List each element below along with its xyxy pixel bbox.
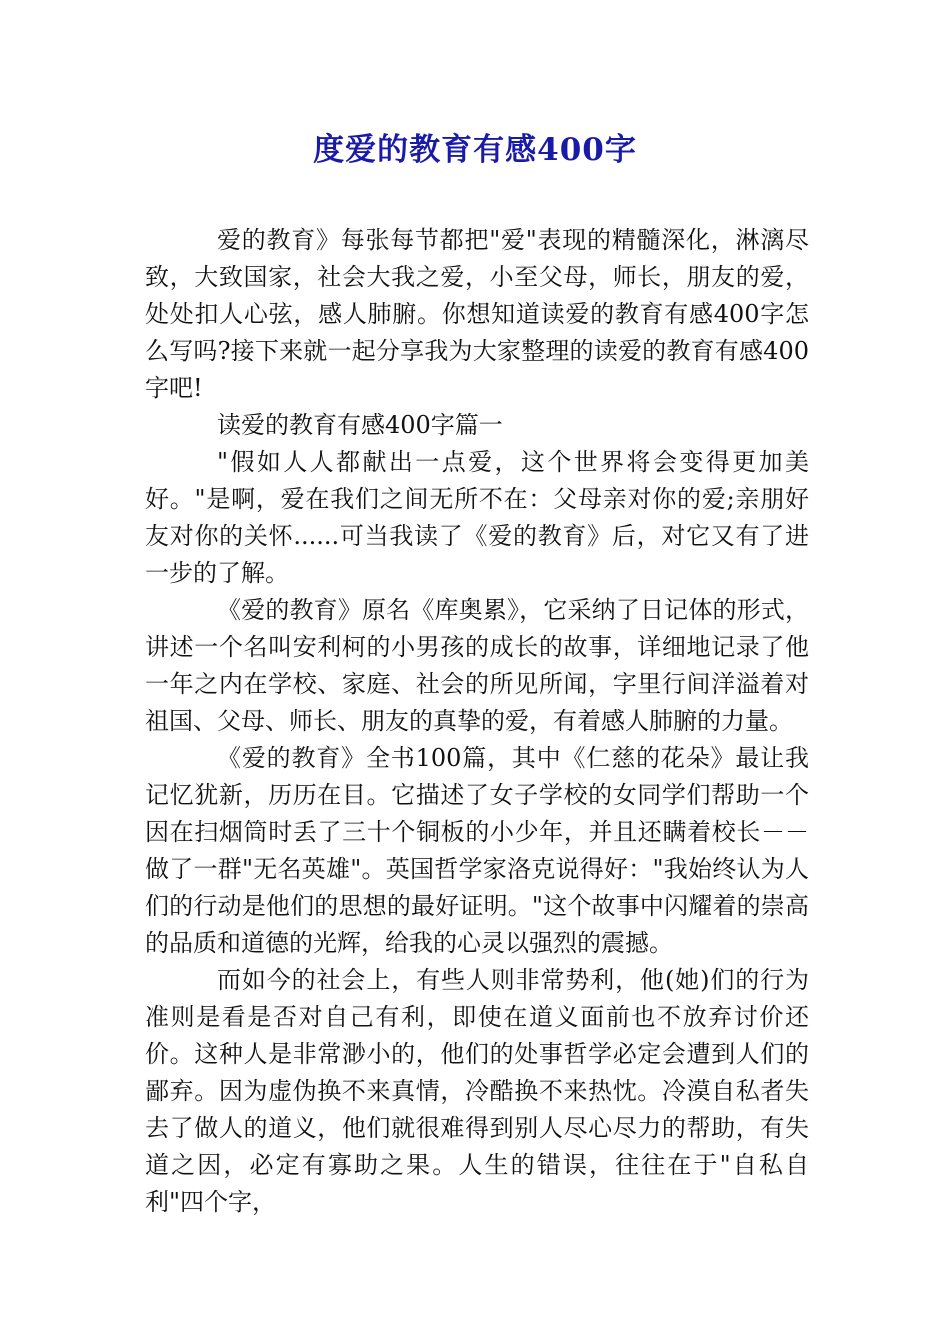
paragraph: 而如今的社会上，有些人则非常势利，他(她)们的行为准则是看是否对自己有利，即使在道义面前也不放弃讨价还价。这种人是非常渺小的，他们的处事哲学必定会遭到人们的鄙弃。因为虚伪换不来真情，冷酷换不来热忱。冷漠自私者失去了做人的道义，他们就很难得到别人尽心尽力的帮助，有失道之因，必定有寡助之果。人生的错误，往往在于"自私自利"四个字，	[145, 966, 809, 1216]
section-heading: 读爱的教育有感400字篇一	[217, 411, 503, 439]
paragraph: "假如人人都献出一点爱，这个世界将会变得更加美好。"是啊，爱在我们之间无所不在：父母亲对你的爱;亲朋好友对你的关怀......可当我读了《爱的教育》后，对它又有了进一步的了解。	[145, 448, 809, 587]
paragraph: 《爱的教育》原名《库奥累》，它采纳了日记体的形式，讲述一个名叫安利柯的小男孩的成长的故事，详细地记录了他一年之内在学校、家庭、社会的所见所闻，字里行间洋溢着对祖国、父母、师长、朋友的真挚的爱，有着感人肺腑的力量。	[145, 596, 809, 735]
paragraph: 《爱的教育》全书100篇，其中《仁慈的花朵》最让我记忆犹新，历历在目。它描述了女子学校的女同学们帮助一个因在扫烟筒时丢了三十个铜板的小少年，并且还瞒着校长－－做了一群"无名英雄"。英国哲学家洛克说得好："我始终认为人们的行动是他们的思想的最好证明。"这个故事中闪耀着的崇高的品质和道德的光辉，给我的心灵以强烈的震撼。	[145, 744, 809, 957]
document-title: 度爱的教育有感400字	[313, 132, 637, 168]
document-body	[145, 222, 809, 1221]
paragraph-intro: 爱的教育》每张每节都把"爱"表现的精髓深化，淋漓尽致，大致国家，社会大我之爱，小至父母，师长，朋友的爱，处处扣人心弦，感人肺腑。你想知道读爱的教育有感400字怎么写吗?接下来就一起分享我为大家整理的读爱的教育有感400字吧!	[145, 226, 809, 402]
